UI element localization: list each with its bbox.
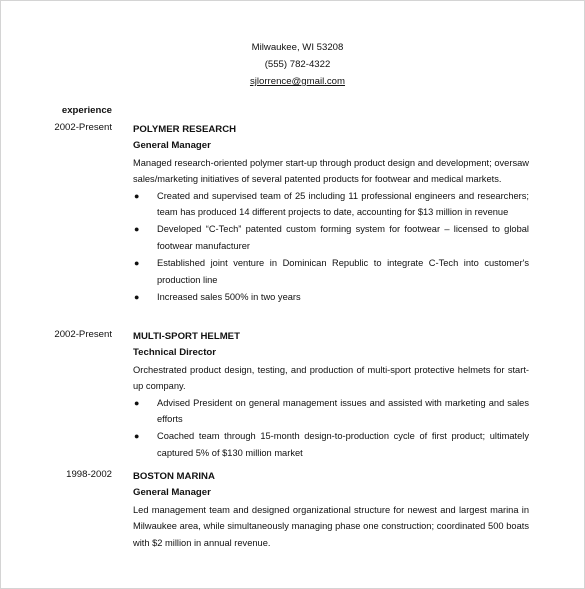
company-name: MULTI-SPORT HELMET	[133, 331, 240, 342]
bullet-icon: ●	[134, 224, 140, 235]
company-name: POLYMER RESEARCH	[133, 124, 237, 135]
job-dates: 2002-Present	[54, 329, 112, 340]
list-item	[133, 395, 529, 428]
achievement-text: Increased sales 500% in two years	[157, 292, 301, 303]
achievement-list	[133, 188, 529, 306]
phone-line: (555) 782-4322	[264, 59, 331, 70]
list-item	[133, 188, 529, 221]
job-body	[133, 329, 529, 462]
bullet-icon: ●	[134, 397, 140, 408]
list-item	[133, 221, 529, 254]
bullet-icon: ●	[134, 292, 140, 303]
list-item	[133, 428, 529, 461]
bullet-icon: ●	[134, 431, 140, 442]
bullet-icon: ●	[134, 190, 140, 201]
email-link[interactable]: sjlorrence@gmail.com	[249, 76, 346, 87]
job-dates: 2002-Present	[54, 122, 112, 133]
list-item	[133, 289, 529, 305]
achievement-text: Developed “C-Tech” patented custom forming system for footwear – licensed to global footwear manufacturer	[157, 224, 529, 251]
section-heading-experience: experience	[61, 105, 112, 116]
achievement-list	[133, 395, 529, 462]
achievement-text: Coached team through 15-month design-to-production cycle of first product; ultimately captured 5% of $130 million market	[157, 431, 529, 458]
bullet-icon: ●	[134, 258, 140, 269]
job-description: Orchestrated product design, testing, and production of multi-sport protective helmets for start-up company.	[133, 364, 529, 392]
job-title: Technical Director	[133, 347, 216, 359]
job-body	[133, 122, 529, 306]
job-body	[133, 469, 529, 551]
list-item	[133, 255, 529, 288]
contact-block	[1, 39, 585, 90]
achievement-text: Established joint venture in Dominican Republic to integrate C-Tech into customer's production line	[157, 258, 529, 285]
address-line: Milwaukee, WI 53208	[251, 42, 344, 53]
job-description: Led management team and designed organizational structure for newest and largest marina in Milwaukee area, while simultaneously managing phase one construction; coordinated 500 boats with $2 million in annual revenue.	[133, 504, 529, 548]
job-title: General Manager	[133, 140, 211, 152]
job-description: Managed research-oriented polymer start-up through product design and development; oversaw sales/marketing initiatives of several patented products for footwear and medical markets.	[133, 157, 529, 185]
job-dates: 1998-2002	[66, 469, 112, 480]
achievement-text: Created and supervised team of 25 including 11 professional engineers and researchers; team has produced 14 different projects to date, accounting for $13 million in revenue	[157, 190, 529, 218]
company-name: BOSTON MARINA	[133, 471, 215, 482]
job-title: General Manager	[133, 487, 211, 499]
achievement-text: Advised President on general management issues and assisted with marketing and sales efforts	[157, 397, 529, 425]
